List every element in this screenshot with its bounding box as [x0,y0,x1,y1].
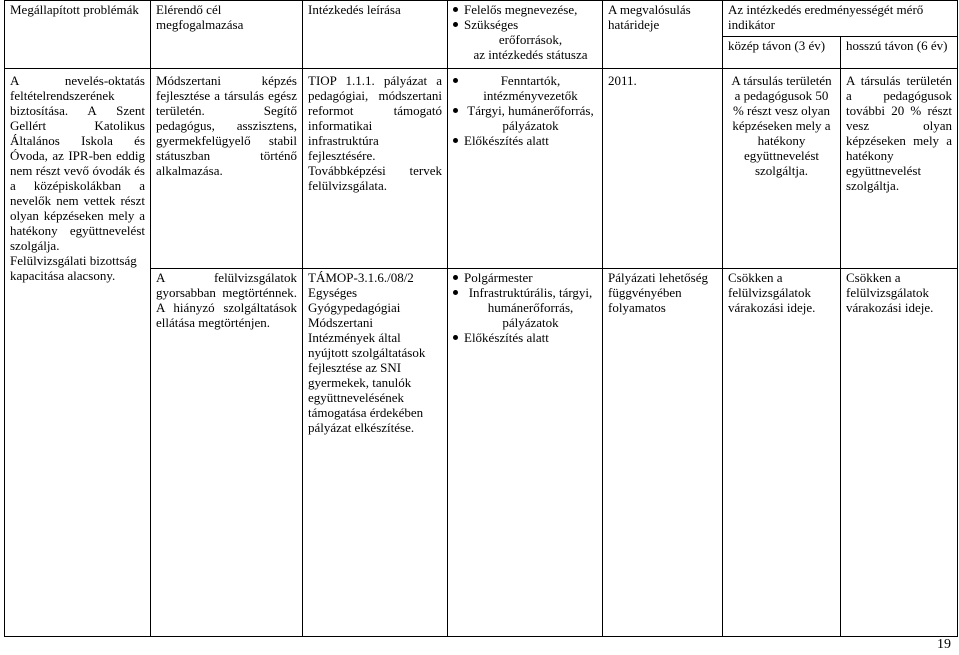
action-plan-table [4,0,958,637]
header-long-term: hosszú távon (6 év) [841,37,958,69]
table-row [5,69,958,269]
deadline-cell-1 [603,69,723,269]
measure-text: TIOP 1.1.1. pályázat a pedagógiai, módszertani reformot támogató informatikai infrastruktúra fejlesztésére. Továbbképzési tervek felülvizsgálata. [308,73,442,193]
long-term-cell-2 [841,269,958,637]
problem-cell [5,69,151,637]
goal-cell-1 [151,69,303,269]
header-problems: Megállapított problémák [5,1,151,69]
problem-text-2: Felülvizsgálati bizottság kapacitása alacsony. [10,253,137,283]
responsible-item: Polgármester [453,270,597,285]
measure-cell-1 [303,69,448,269]
goal-cell-2 [151,269,303,637]
responsible-item: Infrastruktúrális, tárgyi, humánerőforrás, pályázatok [453,285,597,330]
header-row [5,1,958,37]
responsible-cell-1 [448,69,603,269]
deadline-cell-2 [603,269,723,637]
responsible-item: Előkészítés alatt [453,330,597,345]
responsible-item: Előkészítés alatt [453,133,597,148]
responsible-item: Fenntartók, intézményvezetők [453,73,597,103]
deadline-text: 2011. [608,73,637,88]
measure-cell-2 [303,269,448,637]
goal-text: A felülvizsgálatok gyorsabban megtörténnek. A hiányzó szolgáltatások ellátása megtörténjen. [156,270,297,330]
page-number: 19 [937,637,951,652]
deadline-text: Pályázati lehetőség függvényében folyamatos [608,270,708,315]
goal-text: Módszertani képzés fejlesztése a társulás egész területén. Segítő pedagógus, asszisztens, gyermekfelügyelő stabil státuszban történő alkalmazása. [156,73,297,178]
long-term-text: A társulás területén a pedagógusok további 20 % részt vesz olyan képzéseken mely a hatékony együttnevelést szolgáltja. [846,73,952,193]
header-responsible-line2: Szükséges [453,17,597,32]
mid-term-cell-1 [723,69,841,269]
header-measure: Intézkedés leírása [303,1,448,69]
header-responsible [448,1,603,69]
header-responsible-line1: Felelős megnevezése, [453,2,597,17]
header-mid-term: közép távon (3 év) [723,37,841,69]
mid-term-cell-2 [723,269,841,637]
header-responsible-line3: erőforrások, [498,32,563,47]
header-indicator: Az intézkedés eredményességét mérő indikátor [723,1,958,37]
long-term-text: Csökken a felülvizsgálatok várakozási ideje. [846,270,934,315]
header-responsible-line4: az intézkedés státusza [473,47,588,62]
problem-text: A nevelés-oktatás feltételrendszerének biztosítása. A Szent Gellért Katolikus Általános Iskola és Óvoda, az IPR-ben eddig nem részt vevő óvodák és a középiskolákban a nevelők nem vettek részt olyan képzéseken mely a hatékony együttnevelést szolgálja. [10,73,145,253]
header-deadline: A megvalósulás határideje [603,1,723,69]
responsible-item: Tárgyi, humánerőforrás, pályázatok [453,103,597,133]
header-goal: Elérendő cél megfogalmazása [151,1,303,69]
mid-term-text: A társulás területén a pedagógusok 50 % részt vesz olyan képzéseken mely a hatékony együttnevelést szolgáltja. [731,73,832,178]
measure-text: TÁMOP-3.1.6./08/2 Egységes Gyógypedagógiai Módszertani Intézmények által nyújtott szolgáltatások fejlesztése az SNI gyermekek, tanulók együttnevelésének támogatása érdekében pályázat elkészítése. [308,270,426,435]
mid-term-text: Csökken a felülvizsgálatok várakozási ideje. [728,270,816,315]
long-term-cell-1 [841,69,958,269]
responsible-cell-2 [448,269,603,637]
